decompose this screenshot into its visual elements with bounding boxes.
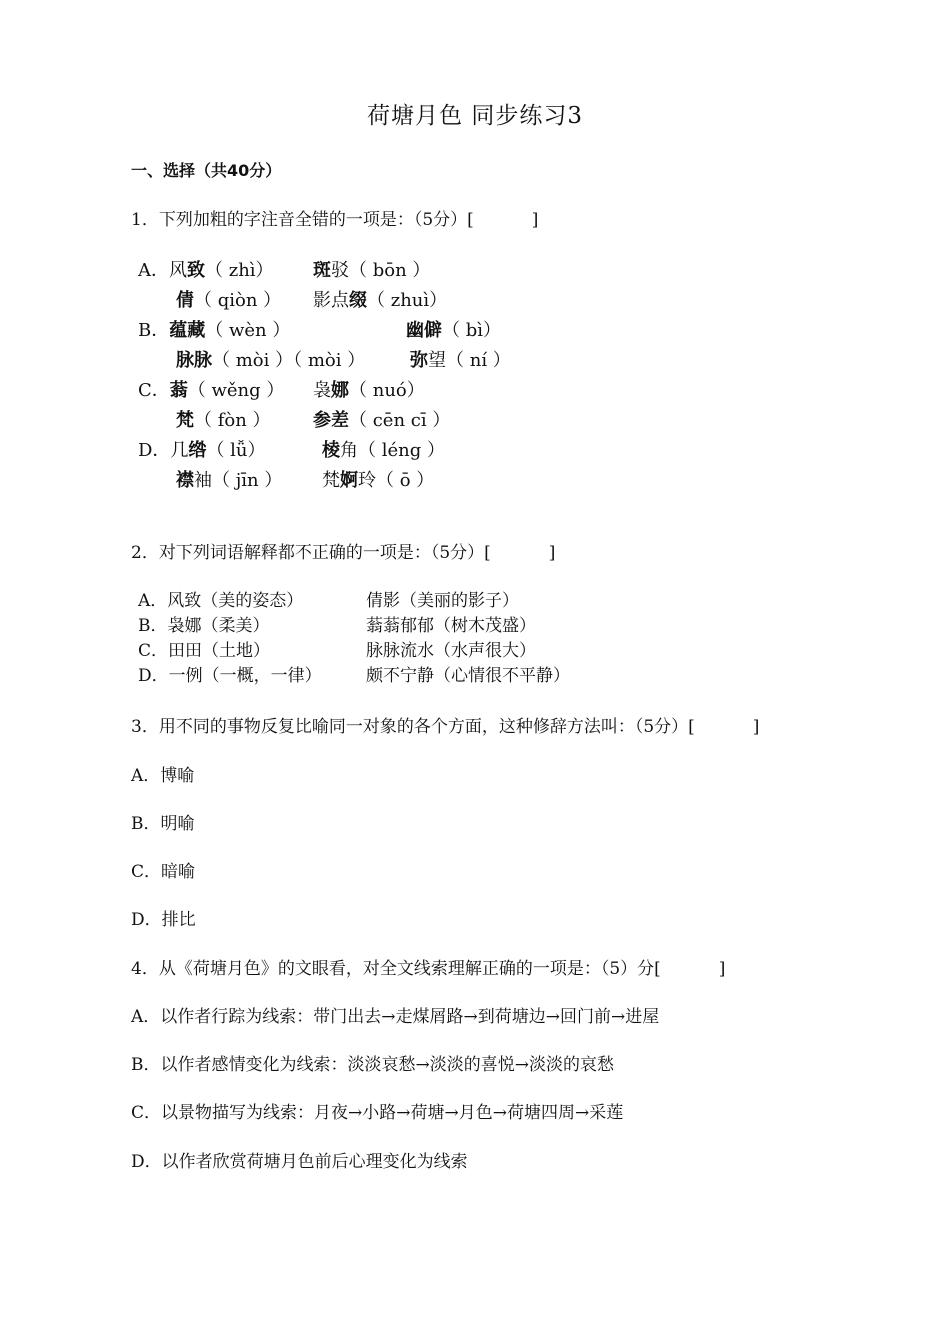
q1-row-c2-right: 参差（ cēn cī ） [313, 410, 451, 431]
q2-option-c: C．田田（土地） 脉脉流水（水声很大） [138, 641, 536, 661]
q4-option-c: C．以景物描写为线索：月夜→小路→荷塘→月色→荷塘四周→采莲 [131, 1103, 624, 1123]
q3-option-b: B．明喻 [131, 814, 195, 834]
q3-option-c: C．暗喻 [131, 862, 196, 882]
q3-option-a: A．博喻 [131, 766, 195, 786]
section-heading: 一、选择（共40分） [131, 161, 282, 180]
q1-row-a2-right: 影点缀（ zhuì） [313, 290, 448, 311]
q1-row-c1: C．蓊（ wěng ） [138, 380, 285, 401]
question-1-stem: 1．下列加粗的字注音全错的一项是：（5分）[ ] [131, 210, 539, 230]
q3-option-d: D．排比 [131, 910, 196, 930]
q1-row-d1: D．几绺（ lǚ） [138, 440, 266, 461]
q4-option-d: D．以作者欣赏荷塘月色前后心理变化为线索 [131, 1152, 468, 1172]
question-3-stem: 3．用不同的事物反复比喻同一对象的各个方面，这种修辞方法叫：（5分）[ ] [131, 717, 760, 737]
q1-row-a2: 倩（ qiòn ） [176, 290, 282, 311]
q2-option-a: A．风致（美的姿态） 倩影（美丽的影子） [138, 591, 519, 611]
page-title: 荷塘月色 同步练习3 [367, 103, 583, 129]
q1-row-d2-right: 梵婀玲（ ō ） [322, 470, 435, 491]
q1-row-c2: 梵（ fòn ） [176, 410, 271, 431]
q1-row-b1: B．蕴藏（ wèn ） [138, 320, 291, 341]
question-2-stem: 2．对下列词语解释都不正确的一项是：（5分）[ ] [131, 543, 556, 563]
q4-option-a: A．以作者行踪为线索：带门出去→走煤屑路→到荷塘边→回门前→进屋 [131, 1007, 660, 1027]
q1-row-d1-right: 棱角（ léng ） [322, 440, 445, 461]
question-4-stem: 4．从《荷塘月色》的文眼看，对全文线索理解正确的一项是：（5）分[ ] [131, 959, 726, 979]
q1-row-a1: A．风致（ zhì） [138, 260, 274, 281]
q1-row-c1-right: 袅娜（ nuó） [313, 380, 425, 401]
q2-option-d: D．一例（一概，一律） 颇不宁静（心情很不平静） [138, 666, 570, 686]
q1-row-a1-right: 斑驳（ bōn ） [313, 260, 431, 281]
q1-row-d2: 襟袖（ jīn ） [176, 470, 283, 491]
q4-option-b: B．以作者感情变化为线索：淡淡哀愁→淡淡的喜悦→淡淡的哀愁 [131, 1055, 614, 1075]
q1-row-b1-right: 幽僻（ bì） [406, 320, 502, 341]
q2-option-b: B．袅娜（柔美） 蓊蓊郁郁（树木茂盛） [138, 616, 536, 636]
q1-row-b2-right: 弥望（ ní ） [410, 350, 511, 371]
q1-row-b2: 脉脉（ mòi ）（ mòi ） [176, 350, 366, 371]
